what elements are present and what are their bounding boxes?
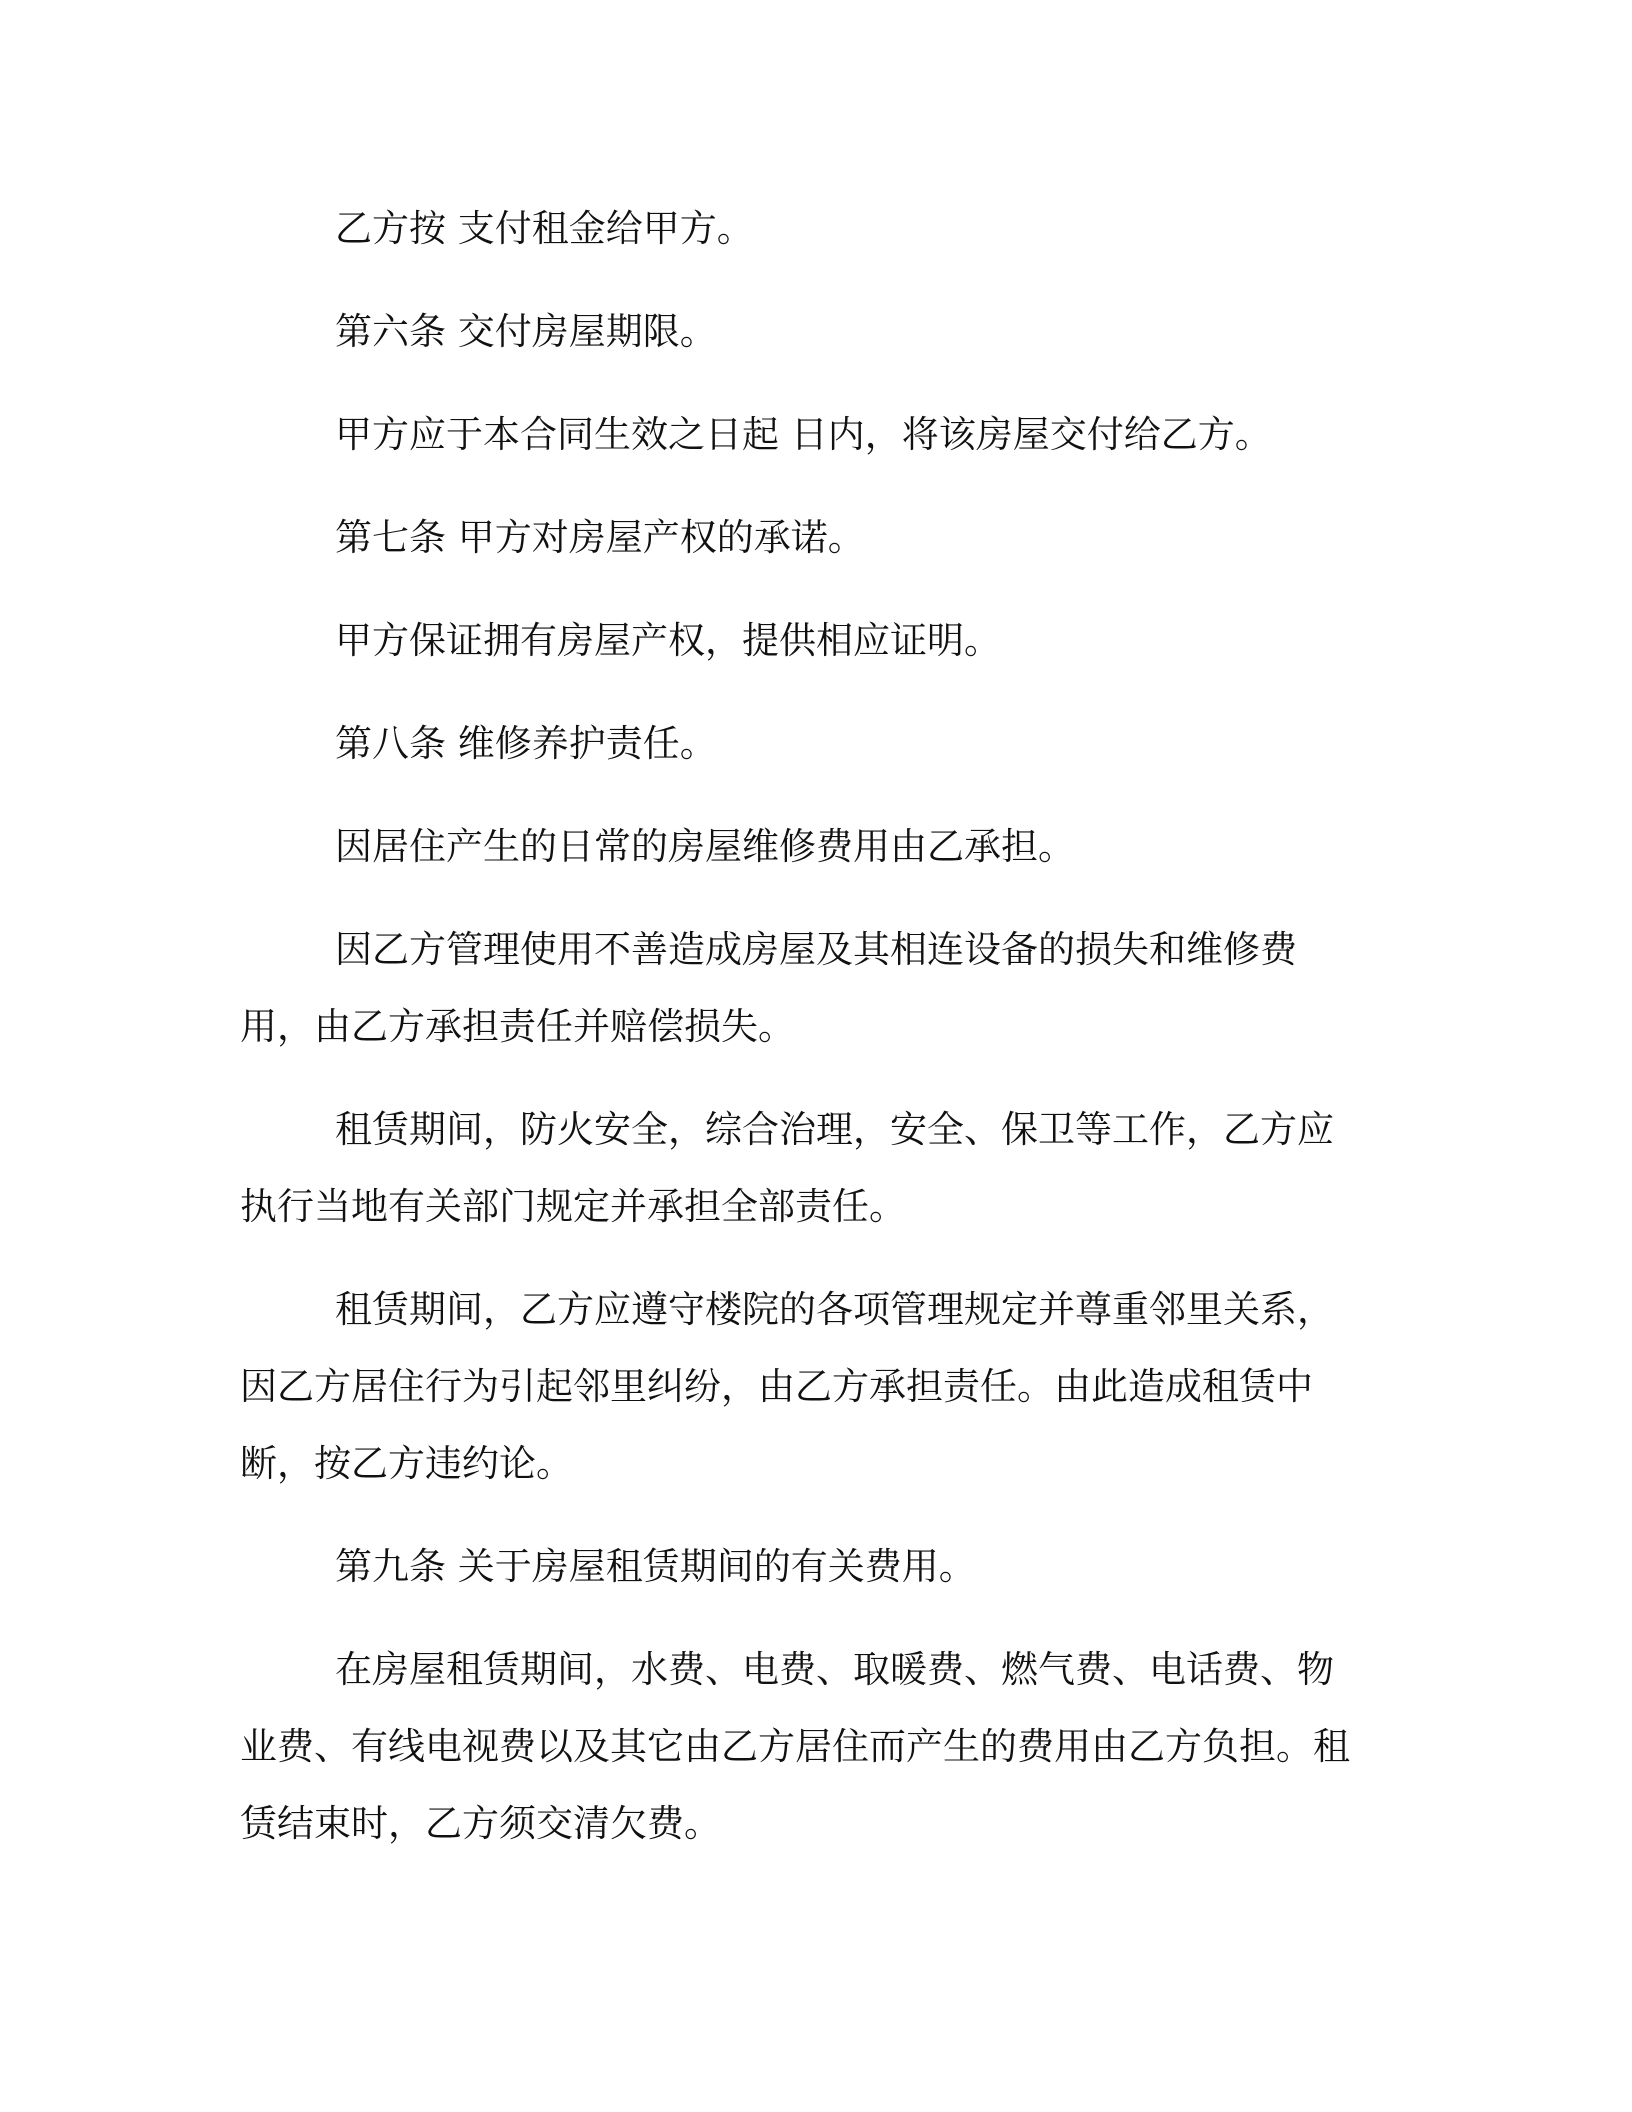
paragraph-safety-responsibility: 租赁期间，防火安全，综合治理，安全、保卫等工作，乙方应执行当地有关部门规定并承担全部责任。 bbox=[240, 1108, 1334, 1228]
paragraph-neighbor-relations: 租赁期间，乙方应遵守楼院的各项管理规定并尊重邻里关系，因乙方居住行为引起邻里纠纷，由乙方承担责任。由此造成租赁中断，按乙方违约论。 bbox=[240, 1288, 1334, 1485]
document-body bbox=[240, 190, 1370, 1888]
heading-article-7: 第七条 甲方对房屋产权的承诺。 bbox=[335, 516, 865, 559]
heading-article-6: 第六条 交付房屋期限。 bbox=[335, 310, 717, 353]
paragraph-delivery-deadline: 甲方应于本合同生效之日起 日内，将该房屋交付给乙方。 bbox=[335, 413, 1272, 456]
heading-article-9: 第九条 关于房屋租赁期间的有关费用。 bbox=[335, 1545, 976, 1588]
paragraph-property-rights: 甲方保证拥有房屋产权，提供相应证明。 bbox=[335, 619, 1001, 662]
paragraph-rent-payment: 乙方按 支付租金给甲方。 bbox=[335, 207, 754, 250]
paragraph-damage-liability: 因乙方管理使用不善造成房屋及其相连设备的损失和维修费用，由乙方承担责任并赔偿损失。 bbox=[240, 928, 1297, 1048]
paragraph-rental-expenses: 在房屋租赁期间，水费、电费、取暖费、燃气费、电话费、物业费、有线电视费以及其它由乙方居住而产生的费用由乙方负担。租赁结束时，乙方须交清欠费。 bbox=[240, 1648, 1350, 1845]
heading-article-8: 第八条 维修养护责任。 bbox=[335, 722, 717, 765]
paragraph-daily-repairs: 因居住产生的日常的房屋维修费用由乙承担。 bbox=[335, 825, 1075, 868]
